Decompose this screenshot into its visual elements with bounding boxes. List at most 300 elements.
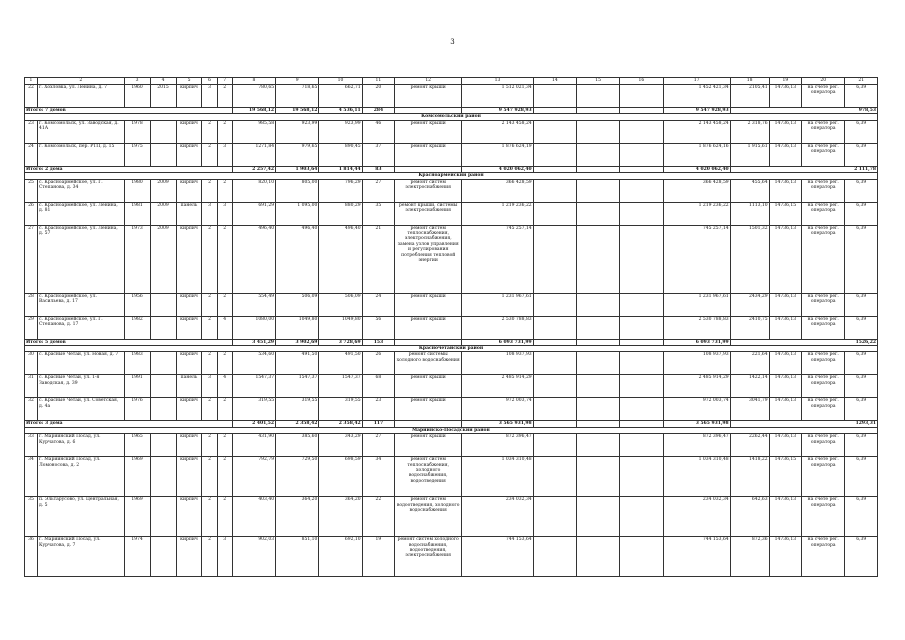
table-cell: г. Комсомольск, ул. Заводская, д. 41А <box>37 120 124 143</box>
table-cell: 14736,13 <box>769 352 801 375</box>
table-cell <box>533 537 576 577</box>
subtotal-cell: 1 903,64 <box>276 166 319 172</box>
table-cell: 718,65 <box>276 85 319 108</box>
table-cell: 692,10 <box>319 537 362 577</box>
table-cell: 534,60 <box>232 352 275 375</box>
table-cell: 792,79 <box>232 457 275 497</box>
table-cell: 24 <box>25 143 38 166</box>
table-cell: 2262,44 <box>730 434 769 457</box>
column-number: 3 <box>124 78 150 85</box>
subtotal-cell: 1 814,44 <box>319 166 362 172</box>
table-cell: 880,29 <box>319 202 362 225</box>
table-cell: 27 <box>362 179 394 202</box>
subtotal-cell: Итого: 3 дома <box>25 421 233 427</box>
table-cell: 6,39 <box>845 457 878 497</box>
table-cell: 972 003,74 <box>462 398 533 421</box>
table-cell: 46 <box>362 120 394 143</box>
table-cell: 2009 <box>150 225 176 293</box>
table-cell: с. Красные Четаи, ул. 1-я Заводская, д. 39 <box>37 375 124 398</box>
table-cell: 22 <box>362 497 394 537</box>
table-cell: 455,64 <box>730 179 769 202</box>
table-cell: 780,65 <box>232 85 275 108</box>
table-cell: кирпич <box>176 352 202 375</box>
table-cell <box>620 85 663 108</box>
table-cell: 14736,13 <box>769 375 801 398</box>
table-cell: на счете рег. оператора <box>802 352 845 375</box>
table-cell <box>533 352 576 375</box>
table-cell: 851,10 <box>276 537 319 577</box>
subtotal-cell: 284 <box>362 108 394 114</box>
table-cell: кирпич <box>176 85 202 108</box>
table-cell: панель <box>176 375 202 398</box>
table-cell: 6,39 <box>845 375 878 398</box>
column-number: 17 <box>663 78 730 85</box>
table-cell: 642,63 <box>730 497 769 537</box>
subtotal-cell: 3 902,69 <box>276 339 319 345</box>
table-cell: 14736,15 <box>769 202 801 225</box>
table-row <box>25 434 878 457</box>
table-cell: на счете рег. оператора <box>802 120 845 143</box>
table-cell: 14736,13 <box>769 497 801 537</box>
table-cell: 1965 <box>124 434 150 457</box>
column-number: 7 <box>217 78 232 85</box>
table-cell: на счете рег. оператора <box>802 497 845 537</box>
table-cell: 36 <box>25 537 38 577</box>
table-cell: 3 <box>217 537 232 577</box>
table-cell <box>576 225 619 293</box>
table-cell: 1 095,00 <box>276 202 319 225</box>
table-cell: 24 <box>362 293 394 316</box>
column-number: 14 <box>533 78 576 85</box>
table-cell: 6,39 <box>845 85 878 108</box>
table-cell: 2410,75 <box>730 316 769 339</box>
table-cell: 496,40 <box>276 225 319 293</box>
table-cell: 2 <box>202 143 217 166</box>
column-number: 4 <box>150 78 176 85</box>
table-cell: 6,39 <box>845 120 878 143</box>
subtotal-cell: 9 547 928,93 <box>663 108 730 114</box>
table-cell: 28 <box>25 293 38 316</box>
table-cell: 1113,10 <box>730 202 769 225</box>
table-cell: 496,40 <box>232 225 275 293</box>
table-cell: 1978 <box>124 120 150 143</box>
subtotal-cell: Итого: 5 домов <box>25 339 233 345</box>
table-cell: 2434,29 <box>730 293 769 316</box>
table-cell: на счете рег. оператора <box>802 398 845 421</box>
table-row <box>25 179 878 202</box>
table-cell: 108 937,93 <box>462 352 533 375</box>
table-cell: 32 <box>25 398 38 421</box>
table-cell: ремонт крыши <box>395 120 462 143</box>
table-cell: 2 <box>202 398 217 421</box>
table-row <box>25 497 878 537</box>
table-cell: 1969 <box>124 497 150 537</box>
column-number: 12 <box>395 78 462 85</box>
table-cell: 1 231 967,61 <box>462 293 533 316</box>
table-cell: 6,39 <box>845 537 878 577</box>
table-cell: 2 <box>217 85 232 108</box>
table-cell: 923,99 <box>319 120 362 143</box>
table-cell: 985,58 <box>232 120 275 143</box>
table-row <box>25 202 878 225</box>
housing-repair-table <box>24 77 878 577</box>
table-cell: 1974 <box>124 537 150 577</box>
table-cell: 1 512 021,34 <box>462 85 533 108</box>
table-cell <box>533 497 576 537</box>
table-cell <box>576 120 619 143</box>
subtotal-cell: 3 451,29 <box>232 339 275 345</box>
table-cell: 14736,13 <box>769 434 801 457</box>
table-cell: 1982 <box>124 316 150 339</box>
table-row <box>25 316 878 339</box>
table-cell: 6,39 <box>845 398 878 421</box>
table-cell <box>620 120 663 143</box>
table-cell <box>576 316 619 339</box>
table-cell <box>533 143 576 166</box>
table-cell: 2 <box>217 120 232 143</box>
table-cell: 14736,13 <box>769 316 801 339</box>
column-number-row <box>25 78 878 85</box>
table-cell: на счете рег. оператора <box>802 375 845 398</box>
table-cell: 6,39 <box>845 293 878 316</box>
table-row <box>25 398 878 421</box>
table-cell: 34 <box>362 457 394 497</box>
table-cell <box>150 434 176 457</box>
table-cell: 35 <box>362 202 394 225</box>
table-cell: 902,03 <box>232 537 275 577</box>
table-cell <box>150 316 176 339</box>
table-cell <box>150 375 176 398</box>
table-cell: ремонт систем электроснабжения <box>395 179 462 202</box>
table-cell: 506,09 <box>319 293 362 316</box>
table-cell: 2 530 788,83 <box>663 316 730 339</box>
table-cell: 14736,13 <box>769 143 801 166</box>
subtotal-cell: 2 401,52 <box>232 421 275 427</box>
table-cell: 2 <box>202 352 217 375</box>
table-cell <box>150 398 176 421</box>
table-cell: на счете рег. оператора <box>802 457 845 497</box>
table-cell <box>576 352 619 375</box>
table-cell: 234 032,34 <box>663 497 730 537</box>
table-cell: 23 <box>25 120 38 143</box>
table-cell <box>620 143 663 166</box>
table-cell <box>620 293 663 316</box>
table-cell <box>620 352 663 375</box>
table-cell: 364,20 <box>319 497 362 537</box>
column-number: 13 <box>462 78 533 85</box>
table-cell: 2009 <box>150 202 176 225</box>
table-cell <box>576 85 619 108</box>
table-cell: 2 530 788,83 <box>462 316 533 339</box>
subtotal-cell: 3 565 931,98 <box>663 421 730 427</box>
table-cell: п. Эльтарусово, ул. Центральная, д. 5 <box>37 497 124 537</box>
table-cell: 2 <box>217 457 232 497</box>
table-cell: 431,90 <box>232 434 275 457</box>
table-cell: 2 318,76 <box>730 120 769 143</box>
table-cell: 22 <box>25 85 38 108</box>
table-cell: 366 428,59 <box>663 179 730 202</box>
table-cell: 2 485 914,29 <box>462 375 533 398</box>
table-row <box>25 293 878 316</box>
table-cell: 56 <box>362 316 394 339</box>
table-cell: 2 <box>202 293 217 316</box>
table-cell: кирпич <box>176 293 202 316</box>
table-cell: 319,55 <box>319 398 362 421</box>
table-cell: 1983 <box>124 352 150 375</box>
table-cell: 3 <box>202 375 217 398</box>
table-cell: 1049,80 <box>276 316 319 339</box>
table-cell: 2 143 458,24 <box>663 120 730 143</box>
table-cell: 2 <box>217 497 232 537</box>
table-cell: 27 <box>362 434 394 457</box>
table-cell <box>150 293 176 316</box>
table-cell: 1 876 624,19 <box>462 143 533 166</box>
table-row <box>25 375 878 398</box>
column-number: 21 <box>845 78 878 85</box>
table-cell <box>576 179 619 202</box>
table-cell: 27 <box>25 225 38 293</box>
table-cell <box>620 434 663 457</box>
table-cell: 20 <box>362 85 394 108</box>
table-cell: 1547,37 <box>276 375 319 398</box>
table-cell <box>150 457 176 497</box>
table-cell: 30 <box>25 352 38 375</box>
table-cell: 6,39 <box>845 202 878 225</box>
table-cell: с. Красные Четаи, ул. Советская, д. 4а <box>37 398 124 421</box>
table-row <box>25 225 878 293</box>
table-cell <box>620 457 663 497</box>
table-cell <box>533 457 576 497</box>
table-cell: ремонт систем холодного водоснабжения, водоотведения, электроснабжения <box>395 537 462 577</box>
table-cell: 745 257,14 <box>663 225 730 293</box>
table-cell: на счете рег. оператора <box>802 225 845 293</box>
table-cell <box>620 497 663 537</box>
table-cell: 1422,14 <box>730 375 769 398</box>
table-cell: на счете рег. оператора <box>802 293 845 316</box>
table-cell <box>620 537 663 577</box>
table-cell: панель <box>176 202 202 225</box>
table-cell <box>533 375 576 398</box>
subtotal-cell: 19 568,12 <box>232 108 275 114</box>
table-cell <box>620 179 663 202</box>
subtotal-cell: 4 020 062,40 <box>462 166 533 172</box>
table-cell: 1976 <box>124 398 150 421</box>
table-cell: 1 452 421,34 <box>663 85 730 108</box>
table-cell: 1547,37 <box>232 375 275 398</box>
table-cell: 1 231 967,61 <box>663 293 730 316</box>
table-cell: 31 <box>25 375 38 398</box>
table-cell: 744 153,64 <box>462 537 533 577</box>
table-cell: 796,29 <box>319 179 362 202</box>
table-cell: кирпич <box>176 398 202 421</box>
table-cell: кирпич <box>176 434 202 457</box>
table-cell: 366 428,59 <box>462 179 533 202</box>
table-cell: 2 <box>217 398 232 421</box>
table-cell <box>576 434 619 457</box>
table-cell: 1418,22 <box>730 457 769 497</box>
table-cell: ремонт крыши <box>395 434 462 457</box>
table-cell <box>150 120 176 143</box>
table-cell: 554,49 <box>232 293 275 316</box>
table-cell: 805,00 <box>276 179 319 202</box>
subtotal-cell: Итого: 7 домов <box>25 108 233 114</box>
table-cell: 491,50 <box>276 352 319 375</box>
table-cell: 662,71 <box>319 85 362 108</box>
table-cell: на счете рег. оператора <box>802 537 845 577</box>
table-cell: 872 396,47 <box>663 434 730 457</box>
table-cell: 691,29 <box>232 202 275 225</box>
table-cell: кирпич <box>176 179 202 202</box>
table-cell: 1960 <box>124 85 150 108</box>
subtotal-cell: 1293,31 <box>730 421 877 427</box>
table-cell <box>533 202 576 225</box>
table-cell: 1 876 624,16 <box>663 143 730 166</box>
table-cell: ремонт системы холодного водоснабжения <box>395 352 462 375</box>
table-cell: 14736,13 <box>769 398 801 421</box>
subtotal-cell: 6 093 731,99 <box>462 339 533 345</box>
page-number: 3 <box>450 38 455 46</box>
table-cell <box>533 120 576 143</box>
table-cell: 6,39 <box>845 316 878 339</box>
table-cell <box>533 85 576 108</box>
table-cell: 2 <box>217 293 232 316</box>
table-cell: 6,39 <box>845 179 878 202</box>
table-cell: г. Комсомольск, пер. РТП, д. 15 <box>37 143 124 166</box>
table-cell: ремонт крыши <box>395 143 462 166</box>
table-cell: 745 257,14 <box>462 225 533 293</box>
table-cell: 25 <box>25 179 38 202</box>
table-cell: 3 <box>202 202 217 225</box>
table-cell: на счете рег. оператора <box>802 434 845 457</box>
table-row <box>25 143 878 166</box>
table-cell <box>576 375 619 398</box>
subtotal-cell: 117 <box>362 421 394 427</box>
table-cell <box>533 434 576 457</box>
table-cell: 33 <box>25 434 38 457</box>
district-name: Комсомольский район <box>25 114 878 120</box>
table-cell: с. Красноармейское, ул. Ленина, д. 81 <box>37 202 124 225</box>
table-cell: ремонт крыши <box>395 398 462 421</box>
column-number: 15 <box>576 78 619 85</box>
column-number: 16 <box>620 78 663 85</box>
column-number: 2 <box>37 78 124 85</box>
table-cell: ремонт крыши <box>395 316 462 339</box>
table-cell <box>620 316 663 339</box>
table-cell: 1973 <box>124 225 150 293</box>
table-cell <box>533 225 576 293</box>
column-number: 9 <box>276 78 319 85</box>
column-number: 8 <box>232 78 275 85</box>
column-number: 1 <box>25 78 38 85</box>
table-cell <box>533 398 576 421</box>
subtotal-cell: 2 358,42 <box>319 421 362 427</box>
table-cell: 1049,80 <box>319 316 362 339</box>
table-cell: 4 <box>217 375 232 398</box>
table-cell: с. Красноармейское, ул. Г. Степанова, д. 17 <box>37 316 124 339</box>
table-cell <box>150 143 176 166</box>
subtotal-cell: Итого: 2 дома <box>25 166 233 172</box>
table-cell: 2 <box>202 457 217 497</box>
table-cell: с. Красноармейское, ул. Ленина, д. 57 <box>37 225 124 293</box>
table-cell: 820,10 <box>232 179 275 202</box>
table-cell: 1501,32 <box>730 225 769 293</box>
table-cell: 14736,13 <box>769 120 801 143</box>
column-number: 11 <box>362 78 394 85</box>
table-cell: 14736,13 <box>769 179 801 202</box>
table-cell: 2 <box>202 537 217 577</box>
table-row <box>25 352 878 375</box>
table-cell: 506,09 <box>276 293 319 316</box>
subtotal-cell: 1526,22 <box>730 339 877 345</box>
table-cell <box>620 202 663 225</box>
table-cell: кирпич <box>176 457 202 497</box>
table-cell: ремонт систем теплоснабжения, холодного водоснабжения, водоотведения <box>395 457 462 497</box>
table-cell: с. Красноармейское, ул. Г. Степанова, д. 34 <box>37 179 124 202</box>
table-cell: 2 <box>202 120 217 143</box>
table-cell: ремонт крыши <box>395 375 462 398</box>
table-cell: ремонт крыши <box>395 293 462 316</box>
table-cell: 1956 <box>124 293 150 316</box>
table-cell: 923,99 <box>276 120 319 143</box>
table-cell: 14736,13 <box>769 537 801 577</box>
table-cell: 2 <box>202 497 217 537</box>
table-cell <box>576 398 619 421</box>
table-cell <box>576 497 619 537</box>
table-cell: 872 396,47 <box>462 434 533 457</box>
table-cell: 3 <box>202 85 217 108</box>
table-cell: с. Красноармейское, ул. Васильева, д. 17 <box>37 293 124 316</box>
district-name: Красночетайский район <box>25 346 878 352</box>
table-cell: на счете рег. оператора <box>802 316 845 339</box>
table-cell: 3041,79 <box>730 398 769 421</box>
table-cell: 496,40 <box>319 225 362 293</box>
table-cell <box>576 457 619 497</box>
table-cell: с. Красные Четаи, ул. Новая, д. 7 <box>37 352 124 375</box>
table-cell <box>620 398 663 421</box>
subtotal-cell: 4 020 062,40 <box>663 166 730 172</box>
subtotal-cell: 4 536,11 <box>319 108 362 114</box>
table-cell: г. Мариинский Посад, ул. Курчатова, д. 6 <box>37 434 124 457</box>
subtotal-cell: 9 547 928,93 <box>462 108 533 114</box>
table-cell: кирпич <box>176 225 202 293</box>
table-cell: 1271,84 <box>232 143 275 166</box>
table-cell: 491,50 <box>319 352 362 375</box>
table-cell: 1981 <box>124 202 150 225</box>
table-cell <box>576 143 619 166</box>
table-cell: 37 <box>362 143 394 166</box>
table-cell: 1547,37 <box>319 375 362 398</box>
table-cell: 698,59 <box>319 457 362 497</box>
table-cell: на счете рег. оператора <box>802 202 845 225</box>
table-cell: 234 032,34 <box>462 497 533 537</box>
subtotal-cell: 3 728,69 <box>319 339 362 345</box>
subtotal-cell: 978,53 <box>730 108 877 114</box>
table-row <box>25 120 878 143</box>
table-cell: 319,55 <box>232 398 275 421</box>
column-number: 5 <box>176 78 202 85</box>
table-cell: 3 <box>217 143 232 166</box>
table-cell: г. Мариинский Посад, ул. Ломоносова, д. 2 <box>37 457 124 497</box>
table-cell: 2 <box>202 434 217 457</box>
table-row <box>25 85 878 108</box>
column-number: 6 <box>202 78 217 85</box>
table-cell <box>150 352 176 375</box>
table-cell: 14736,13 <box>769 225 801 293</box>
subtotal-cell: 2 111,78 <box>730 166 877 172</box>
subtotal-cell: 3 565 931,98 <box>462 421 533 427</box>
table-cell: 14736,13 <box>769 293 801 316</box>
table-cell: 972 003,74 <box>663 398 730 421</box>
